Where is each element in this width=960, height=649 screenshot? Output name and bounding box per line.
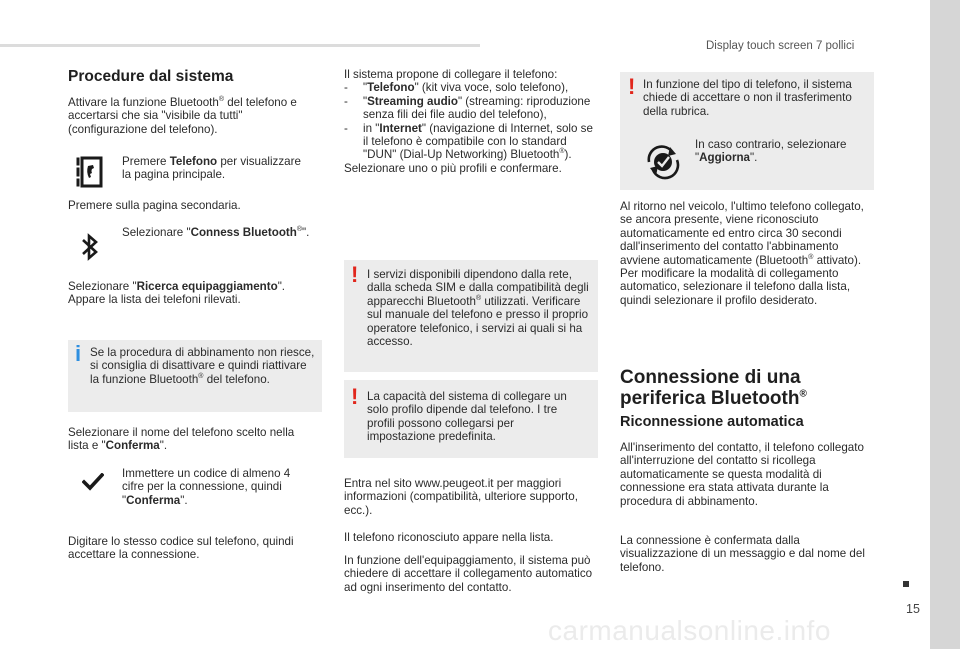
warning-note <box>344 380 598 458</box>
bluetooth-icon <box>80 230 100 264</box>
paragraph: La connessione è confermata dalla visualizzazione di un messaggio e dal nome del telefono. <box>620 534 865 574</box>
refresh-icon <box>643 142 683 180</box>
page-header-title: Display touch screen 7 pollici <box>706 40 855 52</box>
paragraph: In funzione dell'equipaggiamento, il sistema può chiedere di accettare il collegamento automatico ad ogni inserimento del contatto. <box>344 554 593 594</box>
step-enter-code: Immettere un codice di almeno 4 cifre per la connessione, quindi "Conferma". <box>122 467 291 507</box>
paragraph: All'inserimento del contatto, il telefono collegato all'interruzione del contatto si ricollega automaticamente se questa modalità di connessione era stata attivata durante la procedura di abbinamento. <box>620 441 864 508</box>
step-update: In caso contrario, selezionare "Aggiorna". <box>695 138 847 165</box>
section-heading: Connessione di una periferica Bluetooth® <box>620 367 807 409</box>
paragraph: Premere sulla pagina secondaria. <box>68 199 241 212</box>
step-open-phone: Premere Telefono per visualizzare la pagina principale. <box>122 155 301 182</box>
paragraph: Selezionare "Ricerca equipaggiamento". Appare la lista dei telefoni rilevati. <box>68 280 286 307</box>
page-number: 15 <box>906 602 920 616</box>
profile-list <box>344 81 599 161</box>
warning-mark-icon: ! <box>351 262 359 287</box>
warning-text: La capacità del sistema di collegare un solo profilo dipende dal telefono. I tre profili possono collegarsi per impostazione predefinita. <box>367 390 567 444</box>
page-edge-rail <box>930 0 960 649</box>
warning-note <box>620 72 874 190</box>
warning-text: In funzione del tipo di telefono, il sistema chiede di accettare o non il trasferimento della rubrica. <box>643 78 852 118</box>
header-rule <box>0 44 480 47</box>
paragraph: Il sistema propone di collegare il telefono: <box>344 68 558 81</box>
phone-icon <box>75 155 107 189</box>
info-text: Se la procedura di abbinamento non riesce, si consiglia di disattivare e quindi riattivare la funzione Bluetooth® del telefono. <box>90 346 315 386</box>
list-item: - "Telefono" (kit viva voce, solo telefono), <box>344 81 599 94</box>
info-note <box>68 340 322 412</box>
paragraph: Attivare la funzione Bluetooth® del telefono e accertarsi che sia "visibile da tutti" (configurazione del telefono). <box>68 96 297 136</box>
subsection-heading: Riconnessione automatica <box>620 414 804 430</box>
info-mark-icon: i <box>75 341 82 366</box>
warning-text: I servizi disponibili dipendono dalla rete, dalla scheda SIM e dalla compatibilità degli apparecchi Bluetooth® utilizzati. Verificare sul manuale del telefono e presso il proprio operatore telefonico, i servizi ai quali si ha accesso. <box>367 268 589 349</box>
step-bluetooth: Selezionare "Conness Bluetooth®". <box>122 226 310 239</box>
profiles-block <box>344 68 599 175</box>
paragraph: Al ritorno nel veicolo, l'ultimo telefono collegato, se ancora presente, viene riconosciuto automaticamente ed entro circa 30 secondi dall'inserimento del contatto l'abbinamento avviene automaticamente (Bluetooth® attivato). Per modificare la modalità di collegamento automatico, selezionare il telefono dalla lista, quindi selezionare il profilo desiderato. <box>620 200 864 307</box>
paragraph: Entra nel sito www.peugeot.it per maggiori informazioni (compatibilità, ulteriore supporto, ecc.). <box>344 477 578 517</box>
warning-mark-icon: ! <box>628 74 636 99</box>
warning-note <box>344 260 598 372</box>
watermark: carmanualsonline.info <box>548 615 831 646</box>
paragraph: Selezionare il nome del telefono scelto nella lista e "Conferma". <box>68 426 295 453</box>
list-item: - in "Internet" (navigazione di Internet, solo se il telefono è compatibile con lo standard "DUN" (Dial-Up Networking) Bluetooth®). <box>344 122 599 162</box>
list-item: - "Streaming audio" (streaming: riproduzione senza fili dei file audio del telefono), <box>344 95 599 122</box>
checkmark-icon <box>82 473 104 491</box>
end-marker <box>903 581 909 587</box>
paragraph: Digitare lo stesso codice sul telefono, quindi accettare la connessione. <box>68 535 294 562</box>
warning-mark-icon: ! <box>351 384 359 409</box>
paragraph: Selezionare uno o più profili e confermare. <box>344 161 562 175</box>
section-heading: Procedure dal sistema <box>68 68 234 85</box>
paragraph: Il telefono riconosciuto appare nella lista. <box>344 531 554 544</box>
